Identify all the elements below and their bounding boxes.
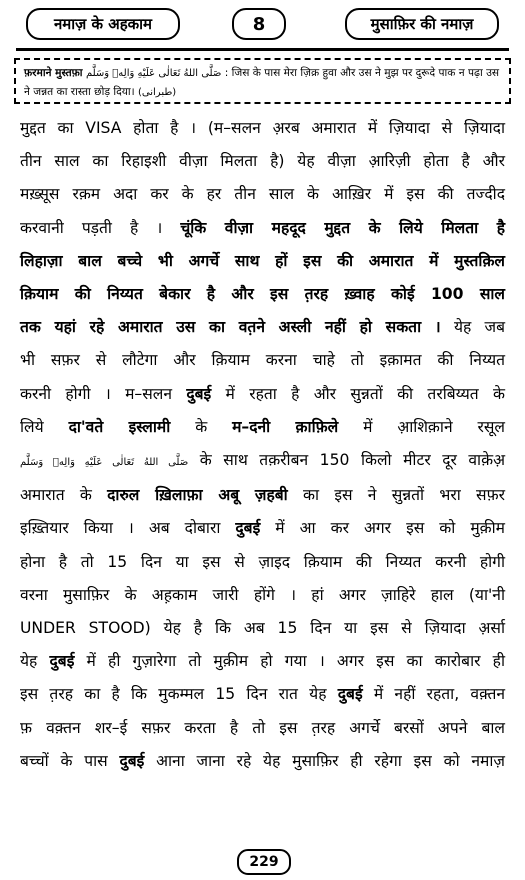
- body-line: [20, 745, 505, 778]
- body-segment: बच्चों के पास: [20, 751, 108, 770]
- body-segment: के साथ तक़रीबन 150 किलो मीटर दूर वाक़ेअ़: [199, 451, 505, 470]
- honorific-arabic: صَلَّى اللهُ تَعَالٰى عَلَيْهِ وَالِهٖ وَسَلَّم: [20, 457, 189, 469]
- body-line: [20, 212, 505, 245]
- body-segment: येह जब: [453, 318, 505, 337]
- body-line: [20, 678, 505, 711]
- body-line: UNDER STOOD) येह है कि अब 15 दिन या इस से ज़ियादा अ़र्सा: [20, 619, 505, 638]
- body-line: तीन साल का रिहाइशी वीज़ा मिलता है) येह वीज़ा आ़रिज़ी होता है और: [20, 152, 505, 171]
- bold-segment: चूंकि वीज़ा महदूद मुद्दत के लिये मिलता है: [180, 218, 505, 237]
- chapter-title-left: नमाज़ के अहकाम: [26, 8, 180, 40]
- body-segment: के: [195, 417, 208, 436]
- body-line: क़ियाम की निय्यत बेकार है और इस त़रह ख़्वाह कोई 100 साल: [20, 285, 505, 304]
- page-marker: 8: [232, 8, 286, 40]
- body-line: मख़्सूस रक़म अदा कर के हर तीन साल के आख़िर में इस की तज्दीद: [20, 185, 505, 204]
- body-segment: येह: [20, 652, 38, 671]
- body-line: [20, 512, 505, 545]
- hadith-box: [14, 58, 511, 104]
- bold-segment: दुबई: [337, 685, 363, 704]
- body-line: [20, 378, 505, 411]
- body-line: [20, 444, 505, 479]
- body-line: [20, 479, 505, 512]
- body-segment: में ही गुज़ारेगा तो मुक़ीम हो गया । अगर इस का कारोबार ही: [86, 652, 505, 671]
- body-line: भी सफ़र से लौटेगा और क़ियाम करना चाहे तो इक़ामत की निय्यत: [20, 351, 505, 370]
- bold-segment: म–दनी क़ाफ़िले: [232, 417, 339, 436]
- bold-segment: दुबई: [235, 519, 261, 538]
- body-segment: में आ़शिक़ाने रसूल: [363, 417, 505, 436]
- body-segment: इस त़रह का है कि मुकम्मल 15 दिन रात येह: [20, 685, 327, 704]
- body-line: [20, 645, 505, 678]
- body-segment: करवानी पड़ती है ।: [20, 218, 163, 237]
- body-segment: में रहता है और सुन्नतों की तरबिय्यत के: [225, 384, 505, 403]
- bold-segment: दुबई: [119, 751, 145, 770]
- bold-segment: दुबई: [186, 384, 212, 403]
- body-line: [20, 411, 505, 444]
- bold-segment: तक यहां रहे अमारात उस का वत़ने अस्ली नहीं हो सकता ।: [20, 318, 441, 337]
- header-divider: [16, 48, 509, 51]
- body-line: मुद्दत का VISA होता है । (म–सलन अ़रब अमारात में ज़ियादा से ज़ियादा: [20, 119, 505, 137]
- bold-segment: दारुल ख़िलाफ़ा अबू ज़हबी: [107, 486, 288, 505]
- body-segment: अमारात के: [20, 486, 92, 505]
- hadith-label: फ़रमाने मुस्तफ़ा: [24, 67, 83, 79]
- bold-segment: दा'वते इस्लामी: [68, 417, 171, 436]
- bold-segment: दुबई: [49, 652, 75, 671]
- body-segment: में नहीं रहता, वक़्तन: [373, 685, 505, 704]
- hadith-text: : जिस के पास मेरा ज़िक्र हुवा और उस ने मुझ पर दुरूदे पाक न पढ़ा उस ने जन्नत का रास्ता छोड़ दिया।: [24, 67, 500, 98]
- body-segment: आना जाना रहे येह मुसाफ़िर ही रहेगा इस को नमाज़: [156, 751, 505, 770]
- body-line: [20, 311, 505, 344]
- hadith-source: (طبرانی): [138, 87, 177, 98]
- page-number: 229: [237, 849, 291, 875]
- body-text: [20, 112, 505, 778]
- body-segment: का इस ने सुन्नतों भरा सफ़र: [303, 486, 505, 505]
- hadith-honorific: صَلَّى اللهُ تَعَالٰى عَلَيْهِ وَالِهٖ وَسَلَّم: [85, 68, 222, 79]
- body-line: फ़ वक़्तन शर–ई सफ़र करता है तो इस त़रह अगर्चे बरसों अपने बाल: [20, 718, 505, 737]
- body-line: वरना मुसाफ़िर के अह़काम जारी होंगे । हां अगर ज़ाहिरे हाल (या'नी: [20, 585, 505, 604]
- body-segment: करनी होगी । म–सलन: [20, 384, 172, 403]
- body-line: लिहाज़ा बाल बच्चे भी अगर्चे साथ हों इस की अमारात में मुस्तक़िल: [20, 251, 505, 270]
- body-segment: लिये: [20, 417, 44, 436]
- chapter-title-right: मुसाफ़िर की नमाज़: [345, 8, 499, 40]
- body-line: होना है तो 15 दिन या इस से ज़ाइद क़ियाम की निय्यत करनी होगी: [20, 552, 505, 571]
- body-segment: में आ कर अगर इस को मुक़ीम: [275, 519, 505, 538]
- body-segment: इख़्तियार किया । अब दोबारा: [20, 519, 221, 538]
